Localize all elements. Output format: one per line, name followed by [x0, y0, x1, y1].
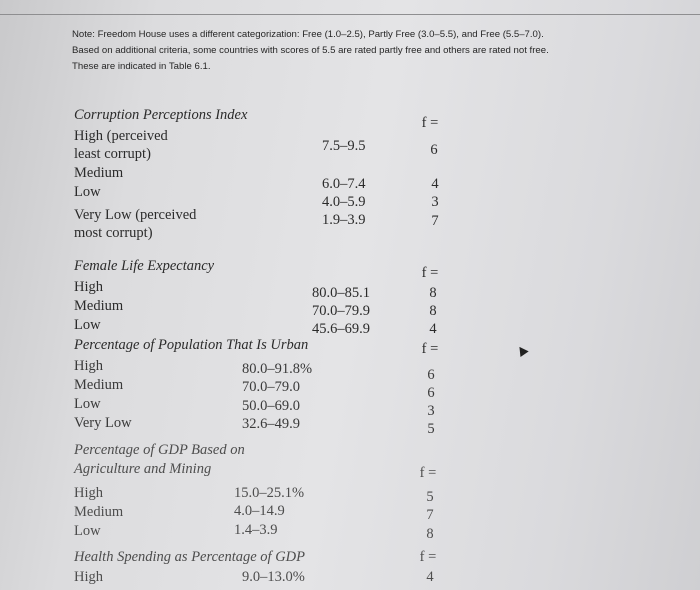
corruption-high-label-2: least corrupt)	[74, 146, 151, 162]
urban-medium-f: 6	[427, 385, 435, 401]
life-high-range: 80.0–85.1	[312, 285, 370, 301]
gdp-high-range: 15.0–25.1%	[234, 485, 305, 501]
corruption-verylow-label: Very Low (perceived	[74, 207, 197, 223]
urban-verylow-label: Very Low	[74, 415, 132, 431]
corruption-low-range: 4.0–5.9	[322, 194, 366, 210]
corruption-medium-range: 6.0–7.4	[322, 176, 366, 192]
urban-low-f: 3	[427, 403, 435, 419]
urban-high-range: 80.0–91.8%	[242, 361, 313, 377]
health-high-range: 9.0–13.0%	[242, 569, 305, 585]
urban-f-label: f =	[421, 341, 439, 357]
gdp-title-line-2: Agriculture and Mining	[74, 461, 212, 477]
life-high-f: 8	[429, 285, 437, 301]
health-high-label: High	[74, 569, 103, 585]
corruption-medium-f: 4	[431, 176, 439, 192]
urban-low-range: 50.0–69.0	[242, 398, 300, 414]
health-f-label: f =	[419, 549, 437, 565]
life-expectancy-title: Female Life Expectancy	[74, 258, 215, 274]
mouse-pointer-icon	[515, 344, 528, 357]
note-line-2: Based on additional criteria, some countries with scores of 5.5 are rated partly free and others are rated not free.	[72, 45, 549, 56]
life-low-range: 45.6–69.9	[312, 321, 370, 337]
gdp-low-f: 8	[426, 526, 434, 542]
gdp-low-range: 1.4–3.9	[234, 522, 278, 538]
urban-medium-label: Medium	[74, 377, 124, 393]
gdp-medium-f: 7	[426, 507, 434, 523]
gdp-medium-label: Medium	[74, 504, 124, 520]
gdp-high-f: 5	[426, 489, 434, 505]
corruption-verylow-f: 7	[431, 213, 439, 229]
note-line-1: Note: Freedom House uses a different categorization: Free (1.0–2.5), Partly Free (3.0–5.5), and Free (5.5–7.0).	[72, 29, 544, 40]
corruption-low-f: 3	[431, 194, 439, 210]
urban-medium-range: 70.0–79.0	[242, 379, 300, 395]
corruption-verylow-label-2: most corrupt)	[74, 225, 153, 241]
gdp-f-label: f =	[419, 465, 437, 481]
freedom-house-note	[72, 27, 672, 75]
life-low-f: 4	[429, 321, 437, 337]
gdp-medium-range: 4.0–14.9	[234, 503, 285, 519]
corruption-high-label: High (perceived	[74, 128, 168, 144]
note-line-3: These are indicated in Table 6.1.	[72, 61, 211, 72]
corruption-f-label: f =	[421, 115, 439, 131]
life-low-label: Low	[74, 317, 101, 333]
urban-verylow-range: 32.6–49.9	[242, 416, 300, 432]
urban-high-f: 6	[427, 367, 435, 383]
urban-title: Percentage of Population That Is Urban	[74, 337, 309, 353]
corruption-high-range: 7.5–9.5	[322, 138, 366, 154]
corruption-verylow-range: 1.9–3.9	[322, 212, 366, 228]
corruption-high-f: 6	[430, 142, 438, 158]
health-title: Health Spending as Percentage of GDP	[74, 549, 306, 565]
urban-high-label: High	[74, 358, 103, 374]
corruption-medium-label: Medium	[74, 165, 124, 181]
gdp-title-line-1: Percentage of GDP Based on	[74, 442, 245, 458]
life-high-label: High	[74, 279, 103, 295]
life-f-label: f =	[421, 265, 439, 281]
life-medium-f: 8	[429, 303, 437, 319]
life-medium-range: 70.0–79.9	[312, 303, 370, 319]
gdp-high-label: High	[74, 485, 103, 501]
health-high-f: 4	[426, 569, 434, 585]
corruption-title: Corruption Perceptions Index	[74, 107, 248, 123]
life-medium-label: Medium	[74, 298, 124, 314]
gdp-low-label: Low	[74, 523, 101, 539]
urban-low-label: Low	[74, 396, 101, 412]
urban-verylow-f: 5	[427, 421, 435, 437]
corruption-low-label: Low	[74, 184, 101, 200]
